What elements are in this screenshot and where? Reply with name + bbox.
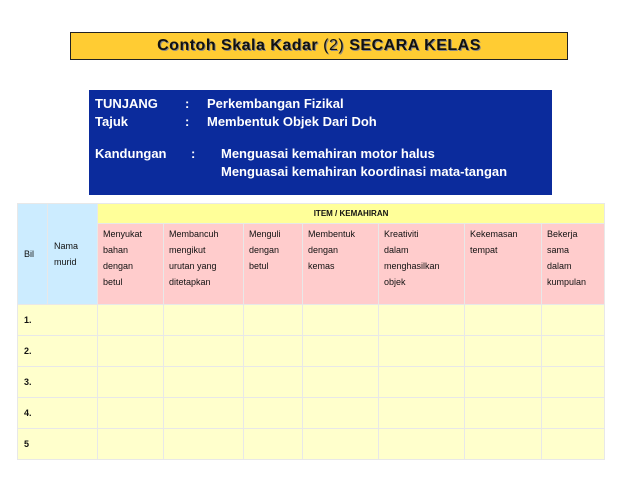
skill-header — [465, 224, 542, 305]
rating-cell[interactable] — [98, 367, 164, 398]
skill-line: bahan — [103, 245, 129, 255]
rating-cell[interactable] — [542, 336, 605, 367]
title-rest: SECARA KELAS — [349, 37, 481, 54]
title-main: Contoh Skala Kadar — [157, 37, 319, 54]
kandungan-value-1: Menguasai kemahiran motor halus — [221, 146, 435, 161]
kandungan-value-2: Menguasai kemahiran koordinasi mata-tangan — [221, 164, 508, 179]
skill-header — [244, 224, 303, 305]
rating-cell[interactable] — [303, 305, 379, 336]
skill-line: Kreativiti — [384, 229, 419, 239]
skill-line: betul — [103, 277, 123, 287]
skill-line: sama — [547, 245, 570, 255]
info-panel — [89, 90, 552, 195]
rating-cell[interactable] — [379, 398, 465, 429]
skill-header — [379, 224, 465, 305]
rating-cell[interactable] — [465, 336, 542, 367]
rating-cell[interactable] — [164, 336, 244, 367]
header-nama-line: Nama — [54, 241, 79, 251]
rating-scale-table — [17, 203, 605, 460]
rating-cell[interactable] — [379, 336, 465, 367]
rating-cell[interactable] — [164, 367, 244, 398]
header-bil: Bil — [18, 204, 48, 305]
skill-line: menghasilkan — [384, 261, 440, 271]
tajuk-row — [95, 114, 377, 129]
rating-cell[interactable] — [542, 429, 605, 460]
skill-line: Menyukat — [103, 229, 143, 239]
colon: : — [191, 146, 196, 161]
title-number: (2) — [323, 37, 345, 54]
tunjang-row — [95, 96, 344, 111]
skill-line: tempat — [470, 245, 498, 255]
colon: : — [185, 114, 190, 129]
row-number: 4. — [18, 398, 98, 429]
skill-line: dengan — [308, 245, 339, 255]
skill-line: Membentuk — [308, 229, 356, 239]
rating-cell[interactable] — [465, 429, 542, 460]
skill-header — [164, 224, 244, 305]
rating-cell[interactable] — [303, 429, 379, 460]
header-nama-line: murid — [54, 257, 77, 267]
skill-line: kemas — [308, 261, 335, 271]
rating-cell[interactable] — [244, 398, 303, 429]
rating-cell[interactable] — [465, 367, 542, 398]
rating-cell[interactable] — [542, 398, 605, 429]
skill-line: ditetapkan — [169, 277, 211, 287]
rating-cell[interactable] — [98, 398, 164, 429]
row-number: 5 — [18, 429, 98, 460]
rating-cell[interactable] — [98, 336, 164, 367]
tajuk-label: Tajuk — [95, 114, 128, 129]
skill-line: betul — [249, 261, 269, 271]
rating-cell[interactable] — [98, 429, 164, 460]
kandungan-label: Kandungan — [95, 146, 167, 161]
rating-cell[interactable] — [244, 305, 303, 336]
rating-cell[interactable] — [303, 398, 379, 429]
rating-cell[interactable] — [465, 398, 542, 429]
rating-cell[interactable] — [244, 336, 303, 367]
tunjang-value: Perkembangan Fizikal — [207, 96, 344, 111]
rating-cell[interactable] — [244, 367, 303, 398]
rating-cell[interactable] — [379, 305, 465, 336]
skill-line: dalam — [384, 245, 409, 255]
skill-line: mengikut — [169, 245, 206, 255]
rating-cell[interactable] — [98, 305, 164, 336]
colon: : — [185, 96, 190, 111]
rating-cell[interactable] — [303, 336, 379, 367]
header-nama — [48, 204, 98, 305]
rating-cell[interactable] — [542, 305, 605, 336]
slide-title — [70, 32, 568, 60]
skill-header — [98, 224, 164, 305]
skill-line: Membancuh — [169, 229, 219, 239]
rating-cell[interactable] — [303, 367, 379, 398]
skill-line: Menguli — [249, 229, 281, 239]
rating-cell[interactable] — [379, 429, 465, 460]
skill-header — [303, 224, 379, 305]
skill-line: Bekerja — [547, 229, 578, 239]
rating-cell[interactable] — [244, 429, 303, 460]
skill-line: dalam — [547, 261, 572, 271]
rating-cell[interactable] — [164, 429, 244, 460]
rating-cell[interactable] — [542, 367, 605, 398]
header-item-kemahiran: ITEM / KEMAHIRAN — [98, 204, 605, 224]
skill-header — [542, 224, 605, 305]
rating-cell[interactable] — [164, 398, 244, 429]
skill-line: urutan yang — [169, 261, 217, 271]
skill-line: objek — [384, 277, 406, 287]
rating-cell[interactable] — [465, 305, 542, 336]
skill-line: dengan — [103, 261, 134, 271]
tajuk-value: Membentuk Objek Dari Doh — [207, 114, 377, 129]
rating-cell[interactable] — [164, 305, 244, 336]
kandungan-row — [95, 146, 435, 161]
skill-line: kumpulan — [547, 277, 587, 287]
tunjang-label: TUNJANG — [95, 96, 158, 111]
row-number: 3. — [18, 367, 98, 398]
row-number: 1. — [18, 305, 98, 336]
row-number: 2. — [18, 336, 98, 367]
skill-line: Kekemasan — [470, 229, 518, 239]
rating-cell[interactable] — [379, 367, 465, 398]
skill-line: dengan — [249, 245, 280, 255]
kandungan-row-2 — [221, 164, 507, 179]
